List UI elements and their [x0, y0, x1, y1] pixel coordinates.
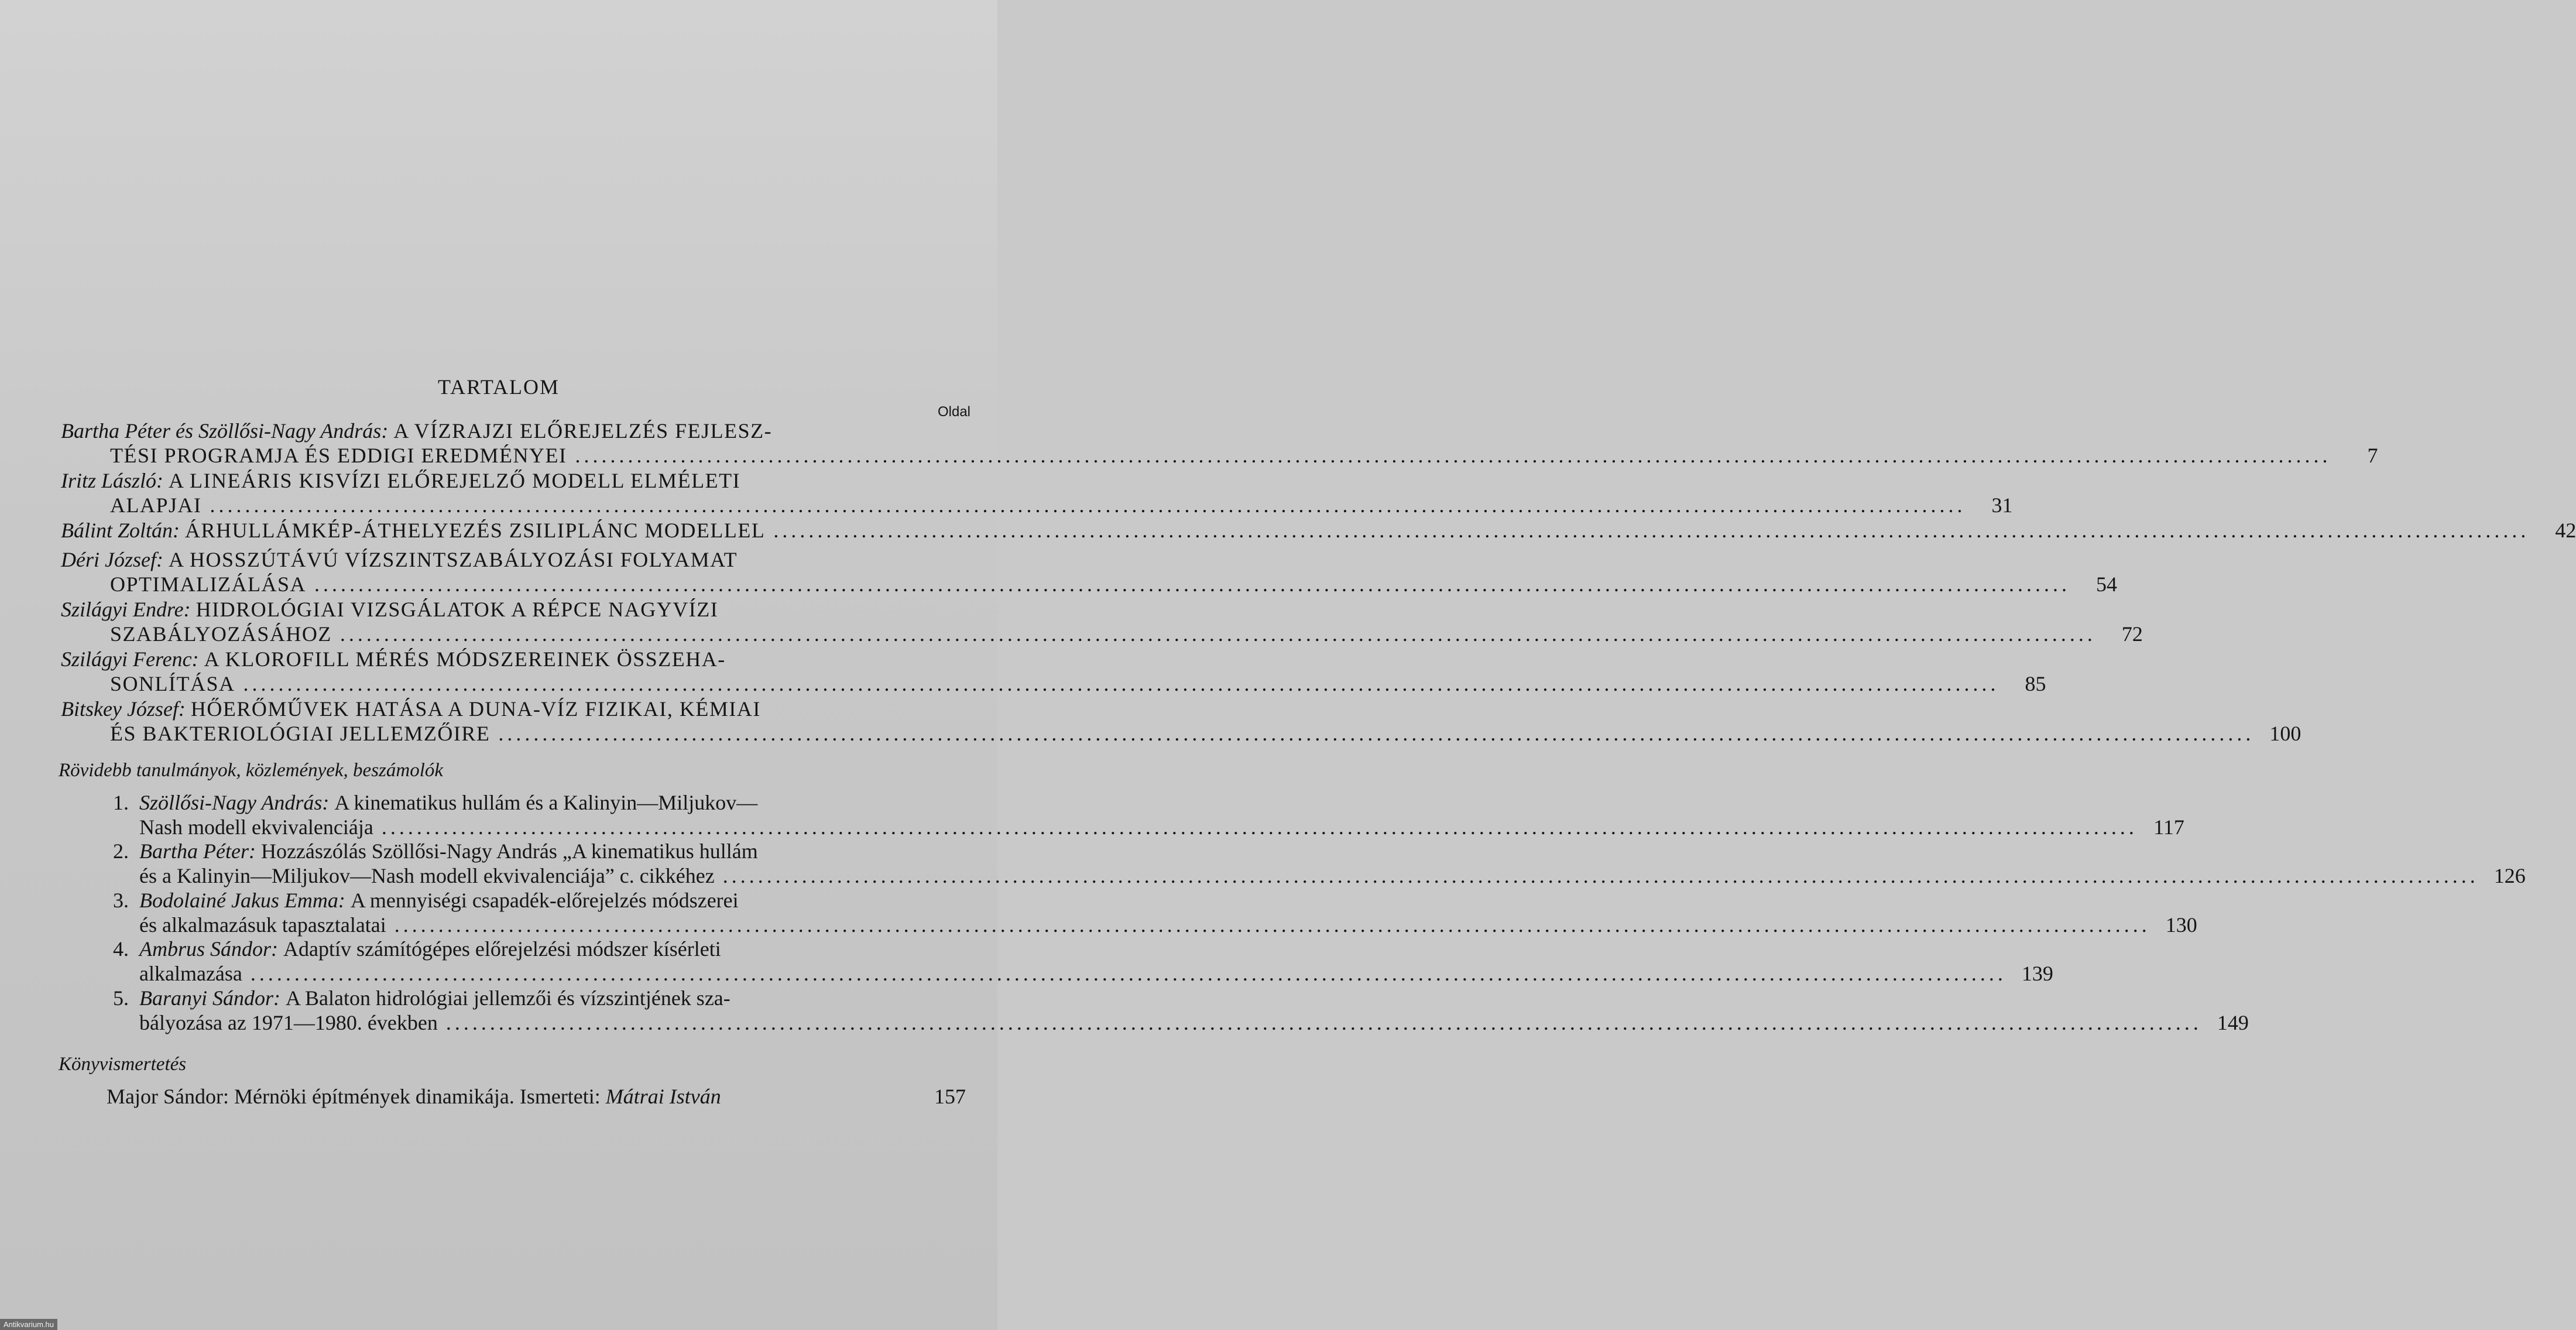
leader-dots: ........................................................................................................................................................................................................: [445, 1011, 2202, 1034]
entry-page-number: 42: [2555, 519, 2576, 542]
entry-title-line2: SZABÁLYOZÁSÁHOZ: [110, 622, 332, 646]
entry-title-line2: SONLÍTÁSA: [110, 672, 235, 695]
entry-page-number: 85: [2025, 672, 2046, 695]
entry-title-line1: A Balaton hidrológiai jellemzői és vízszintjének sza-: [285, 986, 730, 1010]
entry-title-line2: ALAPJAI: [110, 493, 202, 517]
entry-author: Szilágyi Ferenc:: [61, 647, 199, 671]
entry-author: Bartha Péter:: [139, 839, 256, 863]
entry-title-line1: A HOSSZÚTÁVÚ VÍZSZINTSZABÁLYOZÁSI FOLYAMAT: [168, 548, 738, 571]
entry-page-number: 100: [2269, 722, 2301, 745]
entry-title-line1: Adaptív számítógépes előrejelzési módszer kísérleti: [283, 937, 721, 961]
entry-number: 5.: [113, 986, 129, 1010]
toc-entry: [103, 839, 2526, 888]
entry-author: Bartha Péter és Szöllősi-Nagy András:: [61, 419, 389, 443]
entry-title-line1: ÁRHULLÁMKÉP-ÁTHELYEZÉS ZSILIPLÁNC MODELLEL: [185, 519, 766, 542]
book-review-page: 157: [934, 1085, 966, 1108]
short-section-heading: Rövidebb tanulmányok, közlemények, beszámolók: [59, 760, 444, 781]
leader-dots: ........................................................................................................................................................................................................: [394, 913, 2150, 937]
entry-title-line1: HŐERŐMŰVEK HATÁSA A DUNA-VÍZ FIZIKAI, KÉMIAI: [190, 697, 761, 721]
toc-entry: [103, 888, 2197, 937]
entry-number: 1.: [113, 791, 129, 814]
toc-entry: [61, 597, 2143, 646]
entry-author: Bodolainé Jakus Emma:: [139, 889, 345, 912]
entry-page-number: 117: [2153, 815, 2184, 839]
entry-page-number: 72: [2121, 622, 2143, 646]
entry-author: Szilágyi Endre:: [61, 598, 191, 621]
entry-author: Bitskey József:: [61, 697, 186, 721]
entry-author: Iritz László:: [61, 469, 164, 492]
entry-page-number: 126: [2493, 864, 2526, 887]
entry-page-number: 139: [2021, 962, 2053, 985]
entry-page-number: 7: [2367, 444, 2378, 467]
leader-dots: ........................................................................................................................................................................................................: [773, 519, 2530, 542]
entry-title-line2: alkalmazása: [139, 962, 242, 985]
page-column-label: Oldal: [937, 404, 970, 420]
toc-entry: [61, 647, 2046, 696]
entry-author: Baranyi Sándor:: [139, 986, 280, 1010]
leader-dots: ........................................................................................................................................................................................................: [339, 622, 2096, 646]
entry-title-line2: és alkalmazásuk tapasztalatai: [139, 913, 386, 937]
entry-title-line1: A LINEÁRIS KISVÍZI ELŐREJELZŐ MODELL ELMÉLETI: [169, 469, 741, 492]
toc-entry: [103, 986, 2249, 1035]
entry-title-line2: Nash modell ekvivalenciája: [139, 815, 373, 839]
entry-number: 2.: [113, 839, 129, 863]
entry-author: Déri József:: [61, 548, 163, 571]
book-review-text: Major Sándor: Mérnöki építmények dinamikája. Ismerteti:: [107, 1085, 601, 1108]
entry-page-number: 149: [2217, 1011, 2249, 1034]
entry-page-number: 54: [2095, 573, 2117, 596]
entry-title-line1: Hozzászólás Szöllősi-Nagy András „A kinematikus hullám: [260, 839, 758, 863]
leader-dots: ........................................................................................................................................................................................................: [250, 962, 2006, 985]
leader-dots: ........................................................................................................................................................................................................: [381, 815, 2138, 839]
entry-title-line2: és a Kalinyin—Miljukov—Nash modell ekvivalenciája” c. cikkéhez: [139, 864, 715, 887]
watermark: Antikvarium.hu: [0, 1319, 57, 1330]
entry-title-line2: TÉSI PROGRAMJA ÉS EDDIGI EREDMÉNYEI: [110, 444, 567, 467]
book-review-entry: [107, 1084, 966, 1109]
leader-dots: ........................................................................................................................................................................................................: [498, 722, 2255, 745]
entry-title-line2: bályozása az 1971—1980. években: [139, 1011, 438, 1034]
toc-entry: [103, 790, 2184, 839]
leader-dots: ........................................................................................................................................................................................................: [210, 493, 1966, 517]
toc-entry: [61, 518, 2576, 543]
entry-title-line2: ÉS BAKTERIOLÓGIAI JELLEMZŐIRE: [110, 722, 490, 745]
toc-entry: [61, 468, 2013, 517]
entry-page-number: 130: [2165, 913, 2197, 937]
entry-author: Szöllősi-Nagy András:: [139, 791, 330, 814]
entry-title-line1: A mennyiségi csapadék-előrejelzés módszerei: [350, 889, 739, 912]
toc-entry: [61, 697, 2301, 746]
entry-title-line1: HIDROLÓGIAI VIZSGÁLATOK A RÉPCE NAGYVÍZI: [195, 598, 719, 621]
entry-author: Ambrus Sándor:: [139, 937, 279, 961]
entry-title-line1: A KLOROFILL MÉRÉS MÓDSZEREINEK ÖSSZEHA-: [204, 647, 726, 671]
toc-entry: [61, 547, 2117, 597]
toc-entry: [61, 419, 2378, 468]
entry-page-number: 31: [1991, 493, 2013, 517]
book-review-heading: Könyvismertetés: [59, 1054, 187, 1075]
leader-dots: ........................................................................................................................................................................................................: [722, 864, 2479, 887]
book-review-reviewer: Mátrai István: [605, 1085, 721, 1108]
entry-author: Bálint Zoltán:: [61, 519, 180, 542]
page-title: TARTALOM: [437, 375, 560, 399]
entry-title-line2: OPTIMALIZÁLÁSA: [110, 573, 306, 596]
leader-dots: ........................................................................................................................................................................................................: [575, 444, 2331, 467]
entry-title-line1: A kinematikus hullám és a Kalinyin—Miljukov—: [334, 791, 758, 814]
entry-number: 4.: [113, 937, 129, 961]
toc-entry: [103, 937, 2053, 986]
entry-number: 3.: [113, 889, 129, 912]
leader-dots: ........................................................................................................................................................................................................: [243, 672, 1999, 695]
entry-title-line1: A VÍZRAJZI ELŐREJELZÉS FEJLESZ-: [393, 419, 773, 443]
leader-dots: ........................................................................................................................................................................................................: [314, 573, 2070, 596]
